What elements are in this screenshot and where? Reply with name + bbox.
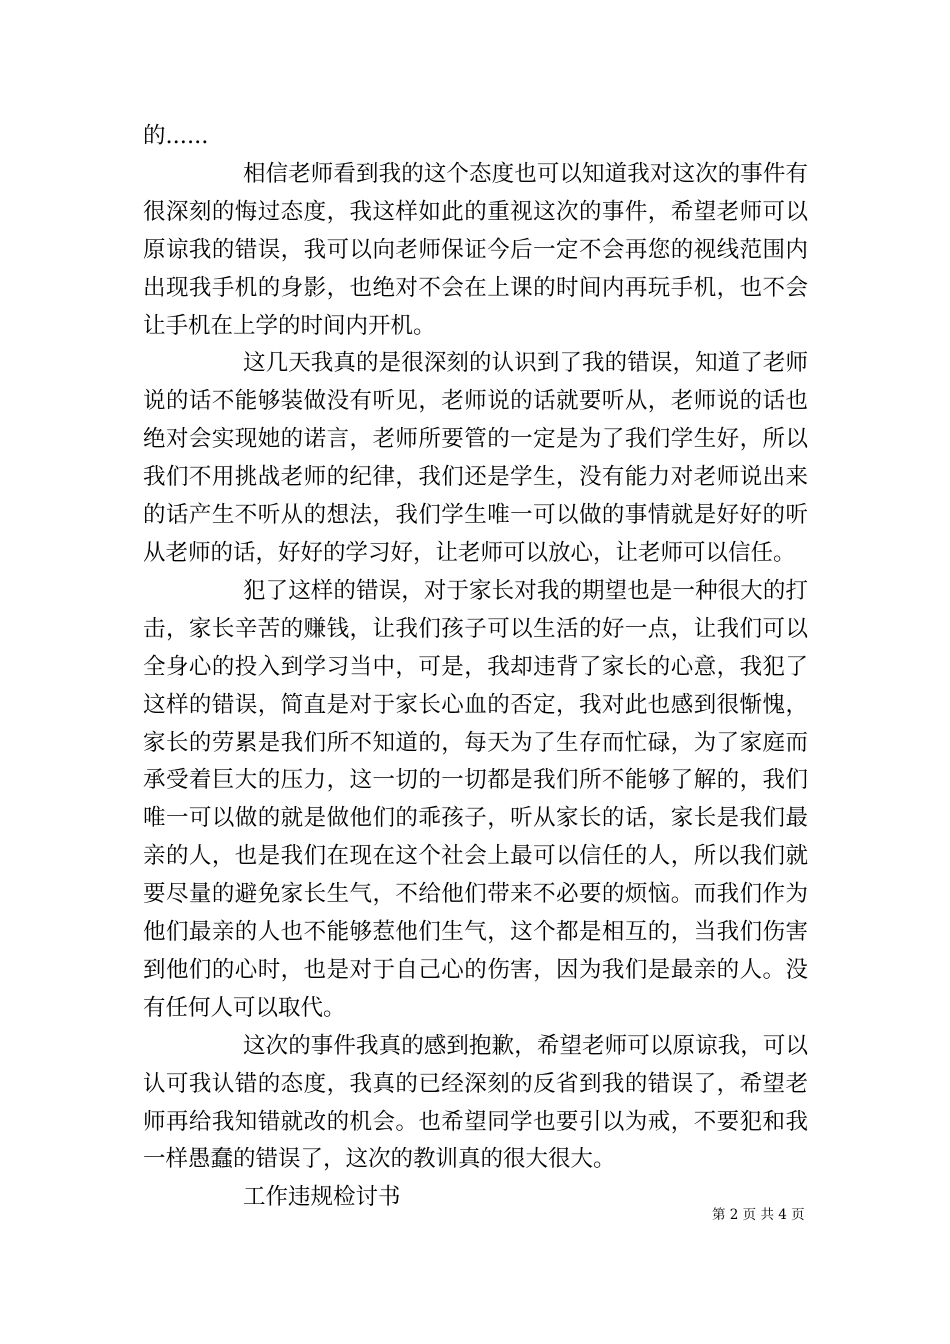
document-body (143, 118, 808, 1217)
paragraph-4: 这次的事件我真的感到抱歉，希望老师可以原谅我，可以认可我认错的态度，我真的已经深刻的反省到我的错误了，希望老师再给我知错就改的机会。也希望同学也要引以为戒，不要犯和我一样愚蠢的错误了，这次的教训真的很大很大。 (143, 1032, 808, 1173)
section-title: 工作违规检讨书 (243, 1184, 401, 1211)
paragraph-continuation: 的...... (143, 123, 209, 149)
paragraph-1: 相信老师看到我的这个态度也可以知道我对这次的事件有很深刻的悔过态度，我这样如此的重视这次的事件，希望老师可以原谅我的错误，我可以向老师保证今后一定不会再您的视线范围内出现我手机的身影，也绝对不会在上课的时间内再玩手机，也不会让手机在上学的时间内开机。 (143, 160, 808, 339)
paragraph-3: 犯了这样的错误，对于家长对我的期望也是一种很大的打击，家长辛苦的赚钱，让我们孩子可以生活的好一点，让我们可以全身心的投入到学习当中，可是，我却违背了家长的心意，我犯了这样的错误，简直是对于家长心血的否定，我对此也感到很惭愧，家长的劳累是我们所不知道的，每天为了生存而忙碌，为了家庭而承受着巨大的压力，这一切的一切都是我们所不能够了解的，我们唯一可以做的就是做他们的乖孩子，听从家长的话，家长是我们最亲的人，也是我们在现在这个社会上最可以信任的人，所以我们就要尽量的避免家长生气，不给他们带来不必要的烦恼。而我们作为他们最亲的人也不能够惹他们生气，这个都是相互的，当我们伤害到他们的心时，也是对于自己心的伤害，因为我们是最亲的人。没有任何人可以取代。 (143, 577, 808, 1021)
paragraph-2: 这几天我真的是很深刻的认识到了我的错误，知道了老师说的话不能够装做没有听见，老师说的话就要听从，老师说的话也绝对会实现她的诺言，老师所要管的一定是为了我们学生好，所以我们不用挑战老师的纪律，我们还是学生，没有能力对老师说出来的话产生不听从的想法，我们学生唯一可以做的事情就是好好的听从老师的话，好好的学习好，让老师可以放心，让老师可以信任。 (143, 350, 808, 566)
page-number-footer: 第 2 页 共 4 页 (712, 1207, 805, 1223)
